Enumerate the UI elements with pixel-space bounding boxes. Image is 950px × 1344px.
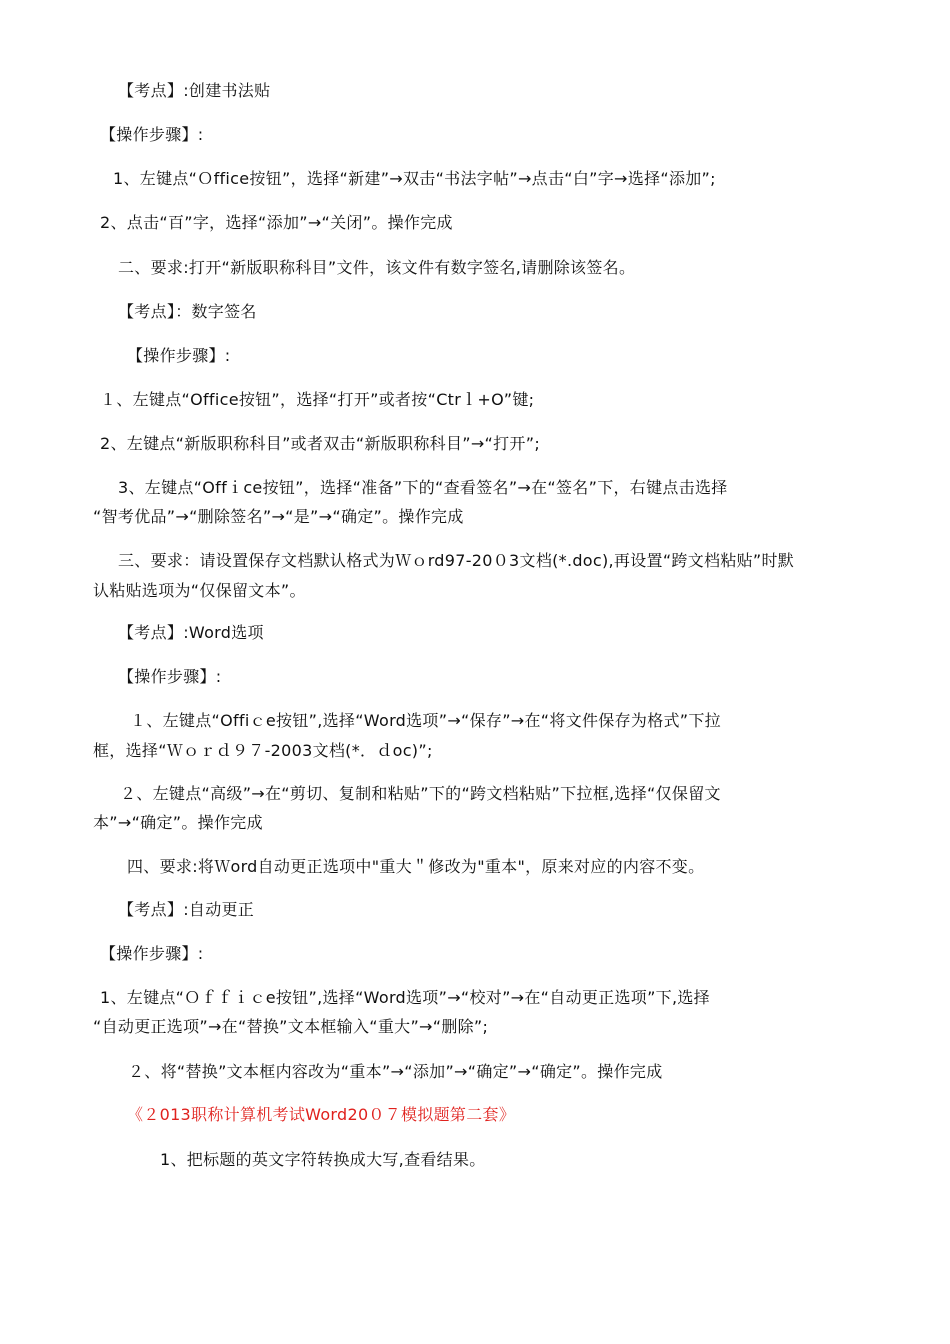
requirement-4: 四、要求:将Ｗord自动更正选项中"重大＂修改为"重本"，原来对应的内容不变。 [127, 857, 705, 876]
step-line-continued: “智考优品”→“删除签名”→“是”→“确定”。操作完成 [93, 507, 464, 526]
exam-point-word-options: 【考点】:Word选项 [118, 623, 264, 642]
steps-heading: 【操作步骤】: [100, 125, 204, 144]
requirement-3: 三、要求：请设置保存文档默认格式为Ｗｏrd97-20０3文档(*.doc),再设置“跨文档粘贴”时默 [118, 551, 795, 570]
step-line: ２、左键点“高级”→在“剪切、复制和粘贴”下的“跨文档粘贴”下拉框,选择“仅保留文 [120, 784, 721, 803]
exam-point-calligraphy: 【考点】:创建书法贴 [118, 81, 271, 100]
step-line: ２、将“替换”文本框内容改为“重本”→“添加”→“确定”→“确定”。操作完成 [128, 1062, 663, 1081]
steps-heading: 【操作步骤】: [100, 944, 204, 963]
step-line: 2、左键点“新版职称科目”或者双击“新版职称科目”→“打开”; [100, 434, 541, 453]
exam-point-autocorrect: 【考点】:自动更正 [118, 900, 255, 919]
step-line-continued: “自动更正选项”→在“替换”文本框输入“重大”→“删除”; [93, 1017, 489, 1036]
step-line: 1、左键点“Ｏｆｆｉｃe按钮”,选择“Word选项”→“校对”→在“自动更正选项”下,选择 [100, 988, 710, 1007]
section-title-red: 《２013职称计算机考试Word20０７模拟题第二套》 [127, 1105, 516, 1124]
exam-point-signature: 【考点】：数字签名 [118, 302, 257, 321]
requirement-3-continued: 认粘贴选项为“仅保留文本”。 [93, 581, 306, 600]
step-line: １、左键点“Offiｃe按钮”,选择“Word选项”→“保存”→在“将文件保存为格式”下拉 [130, 711, 721, 730]
step-line: 2、点击“百”字，选择“添加”→“关闭”。操作完成 [100, 213, 453, 232]
step-line: 3、左键点“Offｉce按钮”，选择“准备”下的“查看签名”→在“签名”下，右键点击选择 [118, 478, 728, 497]
requirement-2: 二、要求:打开“新版职称科目”文件，该文件有数字签名,请删除该签名。 [118, 258, 636, 277]
step-line-continued: 本”→“确定”。操作完成 [93, 813, 263, 832]
steps-heading: 【操作步骤】: [127, 346, 231, 365]
task-line: 1、把标题的英文字符转换成大写,查看结果。 [160, 1150, 486, 1169]
step-line: 1、左键点“Ｏffice按钮”，选择“新建”→双击“书法字帖”→点击“白”字→选择“添加”; [113, 169, 716, 188]
step-line: １、左键点“Office按钮”，选择“打开”或者按“Ctrｌ+O”键; [100, 390, 535, 409]
steps-heading: 【操作步骤】: [118, 667, 222, 686]
step-line-continued: 框，选择“Ｗｏｒｄ９７-2003文档(*．ｄoc)”; [93, 741, 433, 760]
